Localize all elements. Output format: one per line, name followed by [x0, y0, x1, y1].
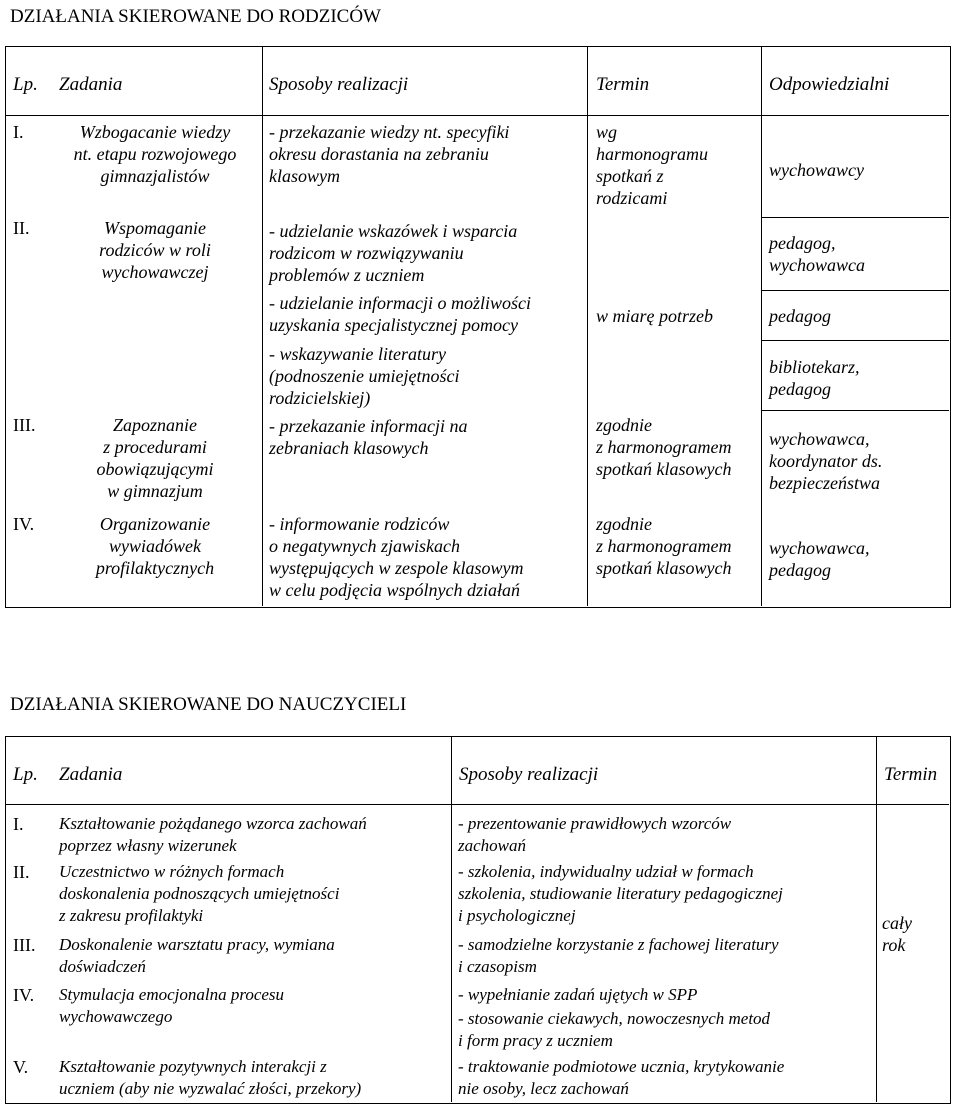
term-cell: zgodnie z harmonogramem spotkań klasowych	[596, 514, 732, 578]
task-cell: Doskonalenie warsztatu pracy, wymiana doświadczeń	[59, 935, 335, 976]
term-cell: cały rok	[882, 913, 912, 955]
header-sposoby: Sposoby realizacji	[459, 764, 599, 785]
row-lp: III.	[13, 935, 36, 955]
term-cell: wg harmonogramu spotkań z rodzicami	[596, 122, 709, 208]
responsible-cell: wychowawcy	[769, 160, 864, 180]
method-item: - wypełnianie zadań ujętych w SPP	[458, 985, 698, 1004]
task-cell: Kształtowanie pozytywnych interakcji z uczniem (aby nie wyzwalać złości, przekory)	[59, 1057, 362, 1098]
term-cell: zgodnie z harmonogramem spotkań klasowych	[596, 415, 732, 479]
header-sposoby: Sposoby realizacji	[269, 74, 409, 95]
section-title-teachers: DZIAŁANIA SKIEROWANE DO NAUCZYCIELI	[10, 694, 407, 715]
task-cell: Wspomaganie rodziców w roli wychowawczej	[99, 218, 211, 282]
col-divider-1	[451, 737, 452, 1102]
header-lp: Lp.	[13, 74, 38, 95]
resp-divider-1	[761, 217, 949, 218]
row-lp: II.	[13, 862, 30, 882]
method-item: - przekazanie informacji na zebraniach klasowych	[269, 416, 468, 458]
responsible-cell: bibliotekarz, pedagog	[769, 357, 860, 399]
method-item: - prezentowanie prawidłowych wzorców zachowań	[458, 814, 732, 855]
col-divider-2	[876, 737, 877, 1102]
col-divider-1	[262, 47, 263, 606]
task-cell: Organizowanie wywiadówek profilaktycznych	[95, 514, 215, 578]
row-lp: II.	[13, 218, 30, 238]
parents-table	[5, 46, 951, 608]
header-divider	[6, 115, 949, 116]
header-zadania: Zadania	[59, 764, 123, 785]
method-item: - stosowanie ciekawych, nowoczesnych metod i form pracy z uczniem	[458, 1009, 771, 1050]
row-lp: I.	[13, 122, 24, 142]
resp-divider-3	[761, 340, 949, 341]
header-lp: Lp.	[13, 764, 38, 785]
task-cell: Wzbogacanie wiedzy nt. etapu rozwojowego gimnazjalistów	[73, 122, 237, 186]
header-zadania: Zadania	[59, 74, 123, 95]
row-lp: III.	[13, 415, 36, 435]
responsible-cell: wychowawca, koordynator ds. bezpieczeństwa	[769, 429, 883, 493]
task-cell: Stymulacja emocjonalna procesu wychowawczego	[59, 985, 285, 1026]
method-item: - wskazywanie literatury (podnoszenie umiejętności rodzicielskiej)	[269, 344, 460, 408]
resp-divider-2	[761, 290, 949, 291]
col-divider-2	[587, 47, 588, 606]
row-lp: I.	[13, 814, 24, 834]
header-odpowiedzialni: Odpowiedzialni	[769, 74, 890, 95]
header-divider	[6, 804, 949, 805]
method-item: - udzielanie informacji o możliwości uzyskania specjalistycznej pomocy	[269, 293, 531, 335]
responsible-cell: pedagog, wychowawca	[769, 233, 865, 275]
section-title-parents: DZIAŁANIA SKIEROWANE DO RODZICÓW	[10, 6, 381, 27]
header-termin: Termin	[596, 74, 650, 95]
method-item: - szkolenia, indywidualny udział w formach szkolenia, studiowanie literatury pedagogicznej i psychologicznej	[458, 862, 783, 925]
resp-divider-4	[761, 410, 949, 411]
method-item: - przekazanie wiedzy nt. specyfiki okresu dorastania na zebraniu klasowym	[269, 122, 510, 186]
method-item: - samodzielne korzystanie z fachowej literatury i czasopism	[458, 935, 779, 976]
task-cell: Kształtowanie pożądanego wzorca zachowań poprzez własny wizerunek	[59, 814, 367, 855]
method-item: - udzielanie wskazówek i wsparcia rodzicom w rozwiązywaniu problemów z uczniem	[269, 221, 518, 285]
method-item: - informowanie rodziców o negatywnych zjawiskach występujących w zespole klasowym w celu podjęcia wspólnych działań	[269, 514, 524, 600]
row-lp: V.	[13, 1057, 29, 1077]
col-divider-3	[761, 47, 762, 606]
method-item: - traktowanie podmiotowe ucznia, krytykowanie nie osoby, lecz zachowań	[458, 1057, 785, 1098]
task-cell: Zapoznanie z procedurami obowiązującymi w gimnazjum	[96, 415, 214, 501]
task-cell: Uczestnictwo w różnych formach doskonalenia podnoszących umiejętności z zakresu profilaktyki	[59, 862, 340, 925]
term-cell: w miarę potrzeb	[596, 306, 713, 326]
responsible-cell: pedagog	[769, 306, 831, 326]
teachers-table	[5, 736, 951, 1104]
row-lp: IV.	[13, 985, 35, 1005]
header-termin: Termin	[884, 764, 938, 785]
responsible-cell: wychowawca, pedagog	[769, 538, 870, 580]
row-lp: IV.	[13, 514, 35, 534]
